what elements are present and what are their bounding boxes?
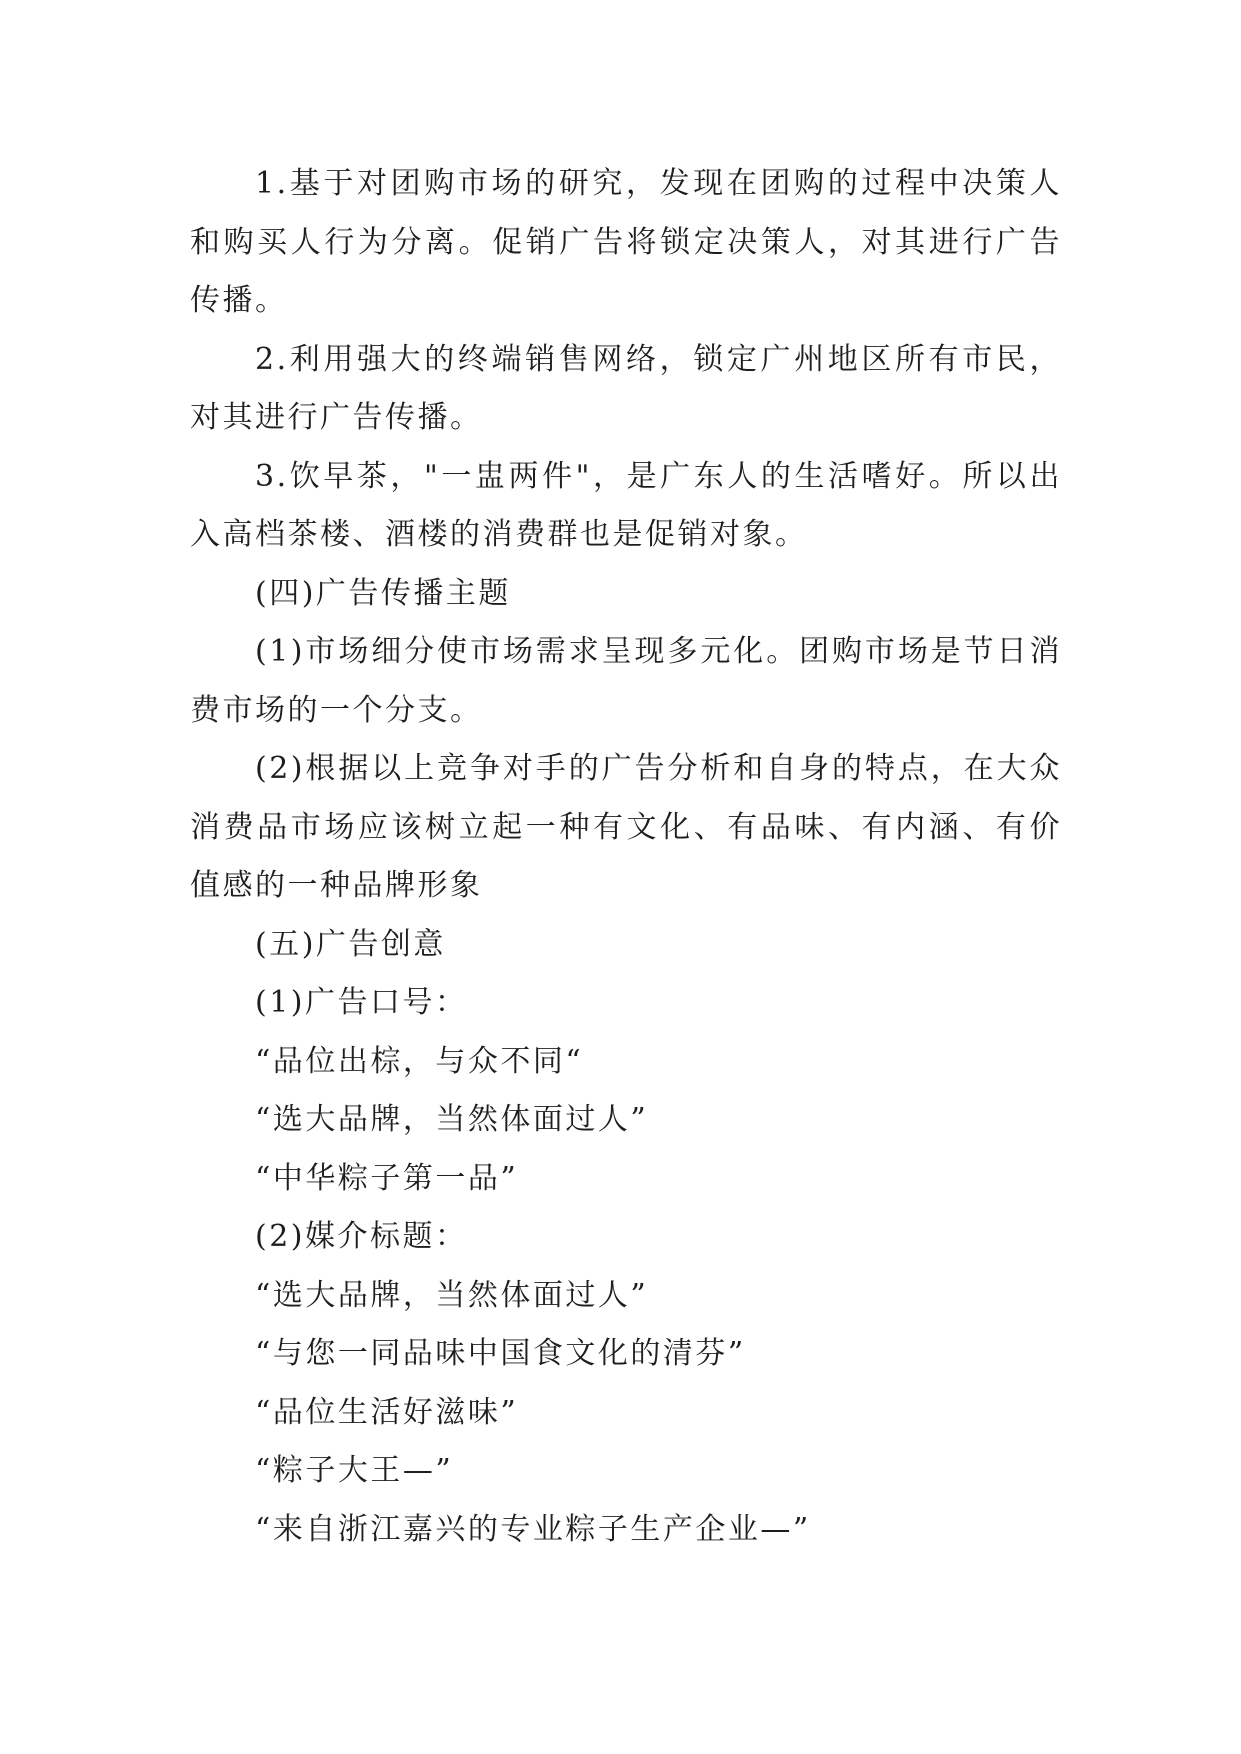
theme-paragraph-1: (1)市场细分使市场需求呈现多元化。团购市场是节日消费市场的一个分支。 bbox=[190, 634, 1062, 728]
media-title-4: “粽子大王—” bbox=[255, 1453, 454, 1488]
media-title-heading: (2)媒介标题： bbox=[255, 1219, 468, 1254]
media-title-2: “与您一同品味中国食文化的清芬” bbox=[255, 1336, 746, 1371]
slogan-2: “选大品牌，当然体面过人” bbox=[255, 1102, 649, 1137]
media-title-1: “选大品牌，当然体面过人” bbox=[255, 1277, 649, 1313]
paragraph-3: 3.饮早茶，"一盅两件"，是广东人的生活嗜好。所以出入高档茶楼、酒楼的消费群也是促销对象。 bbox=[190, 458, 1062, 552]
slogan-3: “中华粽子第一品” bbox=[255, 1160, 519, 1196]
paragraph-1: 1.基于对团购市场的研究，发现在团购的过程中决策人和购买人行为分离。促销广告将锁定决策人，对其进行广告传播。 bbox=[190, 166, 1062, 318]
media-title-3: “品位生活好滋味” bbox=[255, 1394, 519, 1430]
document-page bbox=[190, 155, 1062, 1559]
slogan-1: “品位出棕，与众不同“ bbox=[255, 1043, 584, 1079]
theme-paragraph-2: (2)根据以上竞争对手的广告分析和自身的特点，在大众消费品市场应该树立起一种有文化、有品味、有内涵、有价值感的一种品牌形象 bbox=[190, 751, 1062, 903]
section-heading-4: (四)广告传播主题 bbox=[255, 575, 511, 611]
paragraph-2: 2.利用强大的终端销售网络，锁定广州地区所有市民，对其进行广告传播。 bbox=[190, 341, 1062, 435]
media-title-5: “来自浙江嘉兴的专业粽子生产企业—” bbox=[255, 1511, 811, 1547]
slogan-heading: (1)广告口号： bbox=[255, 985, 468, 1020]
section-heading-5: (五)广告创意 bbox=[255, 926, 446, 962]
